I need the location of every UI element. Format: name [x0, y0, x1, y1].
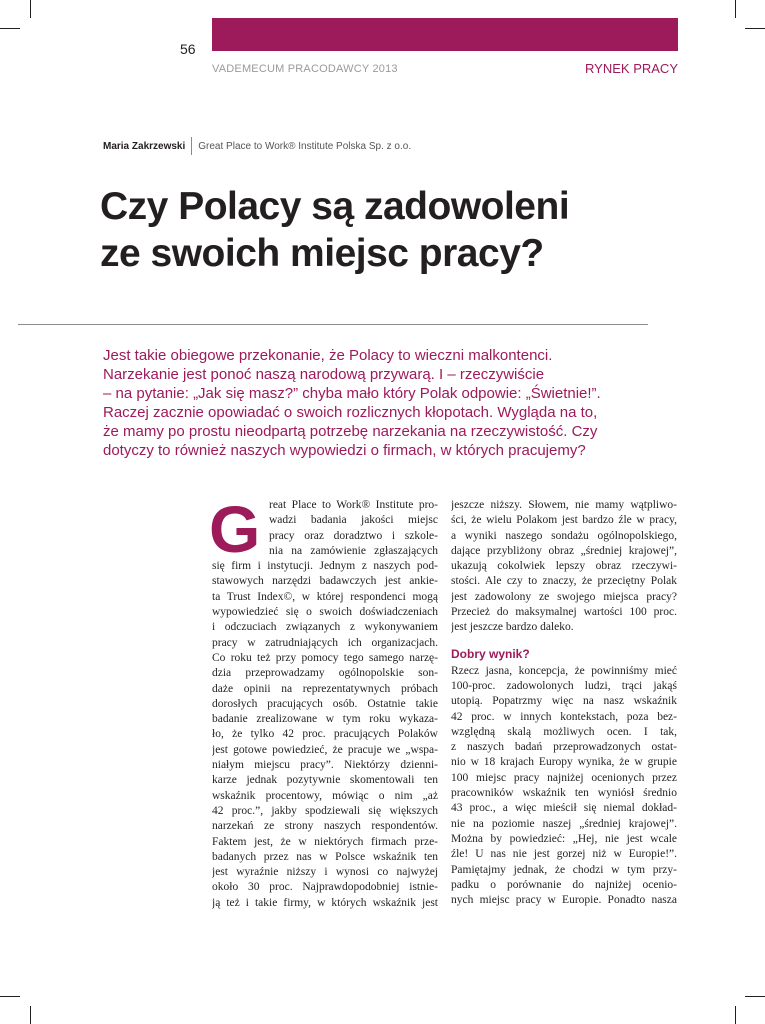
crop-mark	[0, 28, 20, 29]
body-text-line: ukazują cokolwiek lepszy obraz rzeczywi-	[451, 560, 677, 573]
author-affiliation: Great Place to Work® Institute Polska Sp. z o.o.	[198, 140, 412, 152]
body-text-line: padku o porównanie do najniżej ocenio-	[451, 878, 677, 891]
body-text-line: daże opinii na reprezentatywnych próbach	[212, 682, 438, 695]
body-text-line: nych miejsc pracy w Europie. Ponadto nasza	[451, 894, 677, 907]
section-subheading: Dobry wynik?	[451, 646, 530, 661]
body-text-line: stości. Ale czy to znaczy, że przeciętny Polak	[451, 575, 677, 588]
body-text-line: Rzecz jasna, koncepcja, że powinniśmy mieć	[451, 664, 677, 677]
body-text-line: ści, że wielu Polakom jest bardzo źle w pracy,	[451, 514, 677, 527]
column-2-part-b	[451, 664, 677, 909]
body-text-line: narzekań ze strony naszych respondentów.	[212, 820, 438, 833]
body-text-line: i odczuciach związanych z wykonywaniem	[212, 621, 438, 634]
body-text-line: ją też i takie firmy, w których wskaźnik jest	[212, 896, 438, 909]
horizontal-rule	[18, 324, 648, 325]
body-text-line: Można by powiedzieć: „Hej, nie jest wcale	[451, 832, 677, 845]
author-name: Maria Zakrzewski	[103, 140, 186, 152]
body-text-line: pracowników wskaźnik ten wyniósł średnio	[451, 787, 677, 800]
body-text-line: jest gotowe powiedzieć, że pracuje we „wspa-	[212, 743, 438, 756]
lead-line: Raczej zacznie opowiadać o swoich rozlicznych kłopotach. Wygląda na to,	[103, 404, 598, 421]
lead-line: – na pytanie: „Jak się masz?” chyba mało który Polak odpowie: „Świetnie!”.	[103, 385, 601, 402]
body-text-line: 42 proc.”, jakby spodziewali się większych	[212, 804, 438, 817]
body-text-line: 100 miejsc pracy najniżej ocenionych przez	[451, 771, 677, 784]
body-text-line: a wyniki naszego sondażu ogólnopolskiego,	[451, 529, 677, 542]
body-text-line: 42 proc. w innych kontekstach, poza bez-	[451, 710, 677, 723]
body-text-line: Pamiętajmy jednak, że chodzi w tym przy-	[451, 863, 677, 876]
body-text-line: reat Place to Work® Institute pro-	[269, 499, 438, 511]
body-text-line: się firm i instytucji. Jednym z naszych pod-	[212, 560, 438, 573]
body-text-line: ta Trust Index©, w której respondenci mogą	[212, 590, 438, 603]
title-line: Czy Polacy są zadowoleni	[100, 185, 570, 228]
crop-mark	[745, 996, 765, 997]
body-text-line: jeszcze niższy. Słowem, nie mamy wątpliwo-	[451, 499, 677, 511]
lead-line: Narzekanie jest ponoć naszą narodową przywarą. I – rzeczywiście	[103, 366, 545, 383]
body-text-line: karze jednak pozytywnie skomentowali ten	[212, 774, 438, 787]
body-text-line: pracy w zatrudniających ich organizacjach.	[212, 636, 438, 649]
title-line: ze swoich miejsc pracy?	[100, 232, 544, 275]
body-text-line: Przecież do maksymalnej wartości 100 proc.	[451, 606, 677, 619]
lead-line: Jest takie obiegowe przekonanie, że Polacy to wieczni malkontenci.	[103, 347, 553, 364]
body-text-line: dzia przeprowadzamy ogólnopolskie son-	[212, 667, 438, 680]
crop-mark	[745, 28, 765, 29]
body-text-line: jest zadowolony ze swojego miejsca pracy?	[451, 590, 677, 603]
body-text-line: wadzi badania jakości miejsc	[269, 514, 438, 527]
body-text-line: dorosłych pracujących osób. Ostatnie takie	[212, 697, 438, 710]
body-text-line: wskaźnik procentowy, mówiąc o nim „aż	[212, 789, 438, 802]
article-column-2	[451, 498, 677, 908]
body-text-line: nio w 18 krajach Europy wynika, że w grupie	[451, 756, 677, 769]
crop-mark	[0, 996, 20, 997]
body-text-line: nie na poziomie naszej „średniej krajowej”.	[451, 817, 677, 830]
article-column-1	[209, 492, 438, 911]
body-text-line: badanie zrealizowane w tym roku wykaza-	[212, 713, 438, 726]
article-title	[100, 183, 660, 277]
body-text-line: badanych przez nas w Polsce wskaźnik ten	[212, 850, 438, 863]
body-text-line: około 30 proc. Najprawdopodobniej istnie-	[212, 881, 438, 894]
lead-line: że mamy po prostu nieodpartą potrzebę narzekania na rzeczywistość. Czy	[103, 423, 598, 440]
body-text-line: nia na zamówienie zgłaszających	[269, 544, 438, 557]
body-text-line: jest wyraźnie niższy i wynosi co najwyżej	[212, 866, 438, 879]
byline	[103, 137, 411, 155]
drop-cap: G	[209, 492, 261, 566]
column-2-part-a	[451, 498, 677, 636]
lead-line: dotyczy to również naszych wypowiedzi o firmach, w których pracujemy?	[103, 442, 586, 459]
crop-mark	[30, 1006, 31, 1024]
body-text-line: stawowych narzędzi badawczych jest ankie-	[212, 575, 438, 588]
body-text-line: źle! U nas nie jest gorzej niż w Europie!”.	[451, 848, 677, 861]
body-text-line: jest jeszcze bardzo daleko.	[451, 621, 574, 634]
body-text-line: niałym miejscu pracy”. Niektórzy dzienni-	[212, 759, 438, 772]
body-text-line: 100-proc. zadowolonych ludzi, trąci jakąś	[451, 679, 677, 692]
body-text-line: wypowiedzieć się o swoich doświadczeniach	[212, 606, 438, 619]
body-text-line: utopią. Popatrzmy więc na nasz wskaźnik	[451, 695, 677, 708]
publication-name: VADEMECUM PRACODAWCY 2013	[212, 63, 398, 75]
body-text-line: z naszych badań przeprowadzonych ostat-	[451, 741, 677, 754]
article-lead	[103, 346, 678, 460]
crop-mark	[30, 0, 31, 18]
crop-mark	[735, 1006, 736, 1024]
body-text-line: ło, że tylko 42 proc. pracujących Polaków	[212, 728, 438, 741]
body-text-line: dające przybliżony obraz „średniej krajowej”,	[451, 544, 677, 557]
crop-mark	[735, 0, 736, 18]
body-text-line: Faktem jest, że w niektórych firmach prze-	[212, 835, 438, 848]
section-name: RYNEK PRACY	[585, 61, 678, 76]
byline-separator	[191, 137, 192, 155]
body-text-line: pracy oraz doradztwo i szkole-	[269, 529, 438, 542]
body-text-line: 43 proc., a więc mieścił się niemal dokład-	[451, 802, 677, 815]
body-text-line: Co roku też przy pomocy tego samego narzę-	[212, 651, 438, 664]
page-number: 56	[180, 41, 196, 57]
body-text-line: względną skalą możliwych ocen. I tak,	[451, 725, 677, 738]
header-color-bar	[212, 18, 678, 51]
